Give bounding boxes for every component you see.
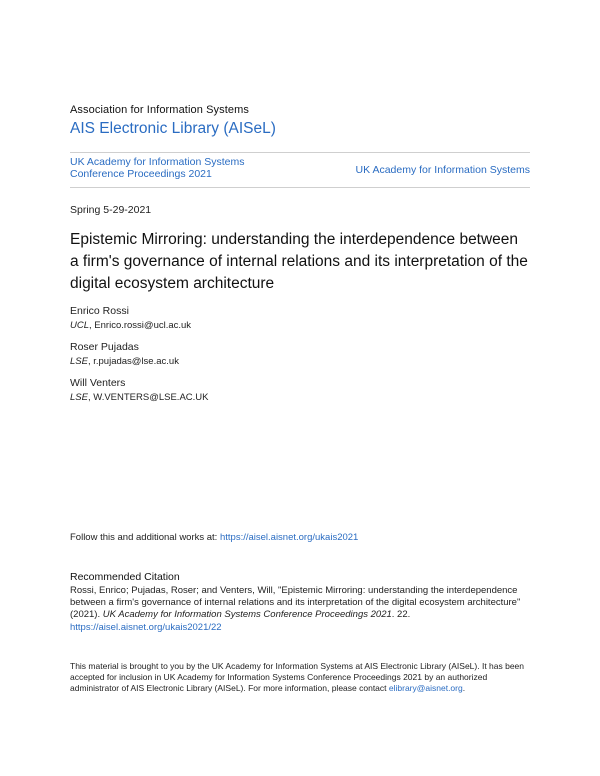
author-email: , W.VENTERS@LSE.AC.UK <box>87 392 209 403</box>
author-email: , r.pujadas@lse.ac.uk <box>87 356 179 367</box>
citation-link[interactable]: https://aisel.aisnet.org/ukais2021/22 <box>70 621 222 633</box>
library-link[interactable]: AIS Electronic Library (AISeL) <box>70 120 276 137</box>
affiliation-org: LSE <box>70 356 88 367</box>
organization-name: Association for Information Systems <box>70 104 249 116</box>
author-affiliation <box>70 356 179 367</box>
author-name: Enrico Rossi <box>70 305 129 317</box>
author-affiliation <box>70 392 208 403</box>
author-name: Roser Pujadas <box>70 341 139 353</box>
citation-body <box>70 585 530 634</box>
citation-heading: Recommended Citation <box>70 571 180 583</box>
author-email: , Enrico.rossi@ucl.ac.uk <box>89 320 192 331</box>
author-affiliation <box>70 320 191 331</box>
paper-title: Epistemic Mirroring: understanding the interdependence between a firm's governance of internal relations and its interpretation of the digital ecosystem architecture <box>70 231 528 292</box>
footer-notice <box>70 661 530 695</box>
follow-text: Follow this and additional works at: <box>70 532 220 543</box>
divider-bottom <box>70 187 530 188</box>
citation-source: UK Academy for Information Systems Conference Proceedings 2021 <box>102 609 392 621</box>
collection-line-2: Conference Proceedings 2021 <box>70 167 212 180</box>
affiliation-org: LSE <box>70 392 88 403</box>
collection-link-ukais[interactable]: UK Academy for Information Systems <box>355 164 530 176</box>
collection-link-proceedings[interactable] <box>70 157 280 180</box>
contact-email-link[interactable]: elibrary@aisnet.org <box>388 683 463 694</box>
footer-end: . <box>462 683 466 694</box>
publication-date: Spring 5-29-2021 <box>70 204 152 216</box>
follow-link[interactable]: https://aisel.aisnet.org/ukais2021 <box>219 532 359 543</box>
affiliation-org: UCL <box>70 320 90 331</box>
citation-text: Rossi, Enrico; Pujadas, Roser; and Venters, Will, "Epistemic Mirroring: understanding the interdependence between a firm's governance of internal relations and its interpretation of the digital ecosystem architecture" (2021). <box>70 585 521 621</box>
collection-line-1: UK Academy for Information Systems <box>70 156 245 168</box>
follow-line <box>70 532 358 543</box>
author-name: Will Venters <box>70 377 126 389</box>
citation-number: . 22. <box>391 609 411 621</box>
footer-text: This material is brought to you by the UK Academy for Information Systems at AIS Electronic Library (AISeL). It has been accepted for inclusion in UK Academy for Information Systems Conference Proceedings 2021 by an authorized administrator of AIS Electronic Library (AISeL). For more information, please contact <box>70 661 525 694</box>
divider-top <box>70 152 530 153</box>
